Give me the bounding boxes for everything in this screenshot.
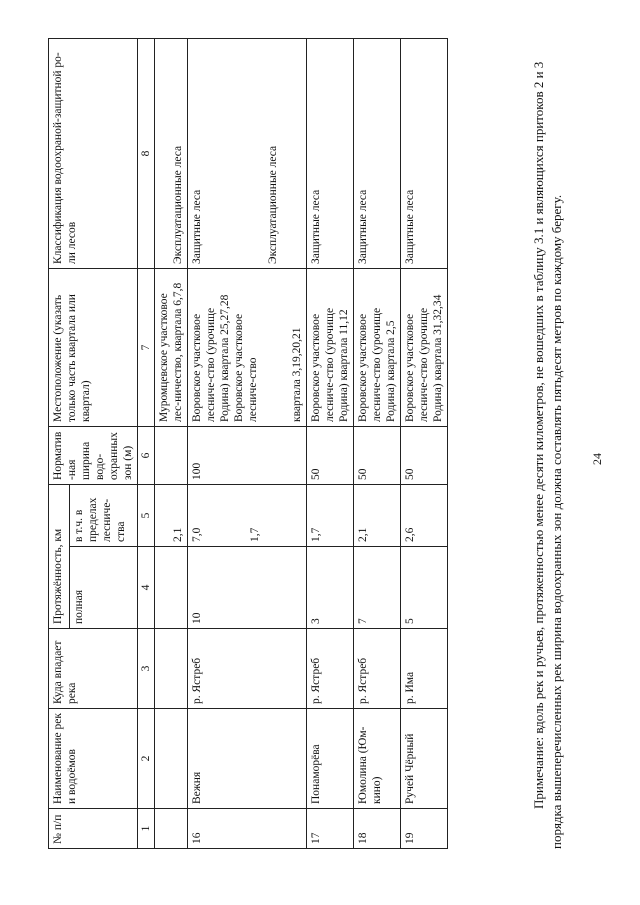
col-number: 7 bbox=[138, 268, 155, 426]
cell-width: 100 bbox=[188, 426, 307, 484]
cell-num: 19 bbox=[401, 809, 448, 849]
cell-length-within bbox=[188, 484, 307, 546]
cell-width: 50 bbox=[401, 426, 448, 484]
cell-location-part: Воровское участковое лесниче-ство bbox=[233, 313, 260, 422]
cell-length-total: 3 bbox=[307, 547, 354, 629]
cell-length-within-part: 7,0 bbox=[191, 527, 204, 542]
cell-classification: Защитные леса bbox=[401, 38, 448, 268]
cell-location: Воровское участковое лесниче-ство (урочище Родина) квартала 31,32,34 bbox=[401, 268, 448, 426]
cell-location: Муромцевское участковое лес-ничество, квартала 6,7,8 bbox=[155, 268, 188, 426]
cell-name: Вежня bbox=[188, 709, 307, 809]
cell-length-within: 1,7 bbox=[307, 484, 354, 546]
header-flows-into: Куда впадает река bbox=[49, 629, 138, 709]
cell-classification: Защитные леса bbox=[307, 38, 354, 268]
cell-length-total: 10 bbox=[188, 547, 307, 629]
col-number: 8 bbox=[138, 38, 155, 268]
header-location: Местоположение (указать только часть квартала или квартал) bbox=[49, 268, 138, 426]
cell-location bbox=[188, 268, 307, 426]
cell-flows-into: р. Ястреб bbox=[307, 629, 354, 709]
cell-name: Ручей Чёрный bbox=[401, 709, 448, 809]
table-row bbox=[401, 38, 448, 848]
col-number: 5 bbox=[138, 484, 155, 546]
col-number: 1 bbox=[138, 809, 155, 849]
col-number: 4 bbox=[138, 547, 155, 629]
cell-classification: Защитные леса bbox=[354, 38, 401, 268]
cell-classification: Эксплуатационные леса bbox=[155, 38, 188, 268]
cell-name: Юмолина (Юм-кино) bbox=[354, 709, 401, 809]
cell-location: Воровское участковое лесниче-ство (урочище Родина) квартала 2,5 bbox=[354, 268, 401, 426]
header-width: Норматив-ная ширина водо-охранных зон (м) bbox=[49, 426, 138, 484]
cell-classification bbox=[188, 38, 307, 268]
cell-length-within: 2,1 bbox=[155, 484, 188, 546]
column-number-row bbox=[138, 38, 155, 848]
header-row bbox=[49, 38, 70, 848]
cell-width: 50 bbox=[307, 426, 354, 484]
page-number: 24 bbox=[590, 453, 604, 465]
cell-name: Понаморёва bbox=[307, 709, 354, 809]
cell-length-within-part: 1,7 bbox=[249, 527, 262, 542]
col-number: 6 bbox=[138, 426, 155, 484]
header-name: Наименование рек и водоёмов bbox=[49, 709, 138, 809]
cell-length-within: 2,6 bbox=[401, 484, 448, 546]
table-row bbox=[155, 38, 188, 848]
cell-flows-into: р. Ястреб bbox=[354, 629, 401, 709]
cell-location: Воровское участковое лесниче-ство (урочище Родина) квартала 11,12 bbox=[307, 268, 354, 426]
table-row bbox=[307, 38, 354, 848]
footnote: Примечание: вдоль рек и ручьев, протяженностью менее десяти километров, не вошедших в таблицу 3.1 и являющихся притоков 2 и 3 порядка вышеперечисленных рек ширина водоохранных зон должна составлять пятьдесят метров по каждому берегу. bbox=[531, 61, 564, 849]
cell-length-total: 5 bbox=[401, 547, 448, 629]
cell-flows-into: р. Ястреб bbox=[188, 629, 307, 709]
header-length-within: в т.ч. в пределах лесниче-ства bbox=[70, 484, 138, 546]
cell-location-part: Воровское участковое лесниче-ство (урочище Родина) квартала 25,27,28 bbox=[191, 294, 232, 422]
header-classification: Классификация водоохраной-защитной ро-ли лесов bbox=[49, 38, 138, 268]
cell-num: 17 bbox=[307, 809, 354, 849]
header-length: Протяжённость, км bbox=[49, 484, 70, 628]
cell-length-within: 2,1 bbox=[354, 484, 401, 546]
cell-length-total: 7 bbox=[354, 547, 401, 629]
cell-num: 18 bbox=[354, 809, 401, 849]
water-protection-table bbox=[48, 38, 448, 849]
header-num: № п/п bbox=[49, 809, 138, 849]
table-row bbox=[188, 38, 307, 848]
header-length-total: полная bbox=[70, 547, 138, 629]
cell-location-part: квартала 3,19,20,21 bbox=[291, 327, 304, 422]
cell-flows-into: р. Има bbox=[401, 629, 448, 709]
cell-width: 50 bbox=[354, 426, 401, 484]
cell-num: 16 bbox=[188, 809, 307, 849]
col-number: 2 bbox=[138, 709, 155, 809]
col-number: 3 bbox=[138, 629, 155, 709]
cell-classification-part: Эксплуатационные леса bbox=[267, 145, 280, 264]
cell-classification-part: Защитные леса bbox=[191, 189, 204, 264]
table-row bbox=[354, 38, 401, 848]
